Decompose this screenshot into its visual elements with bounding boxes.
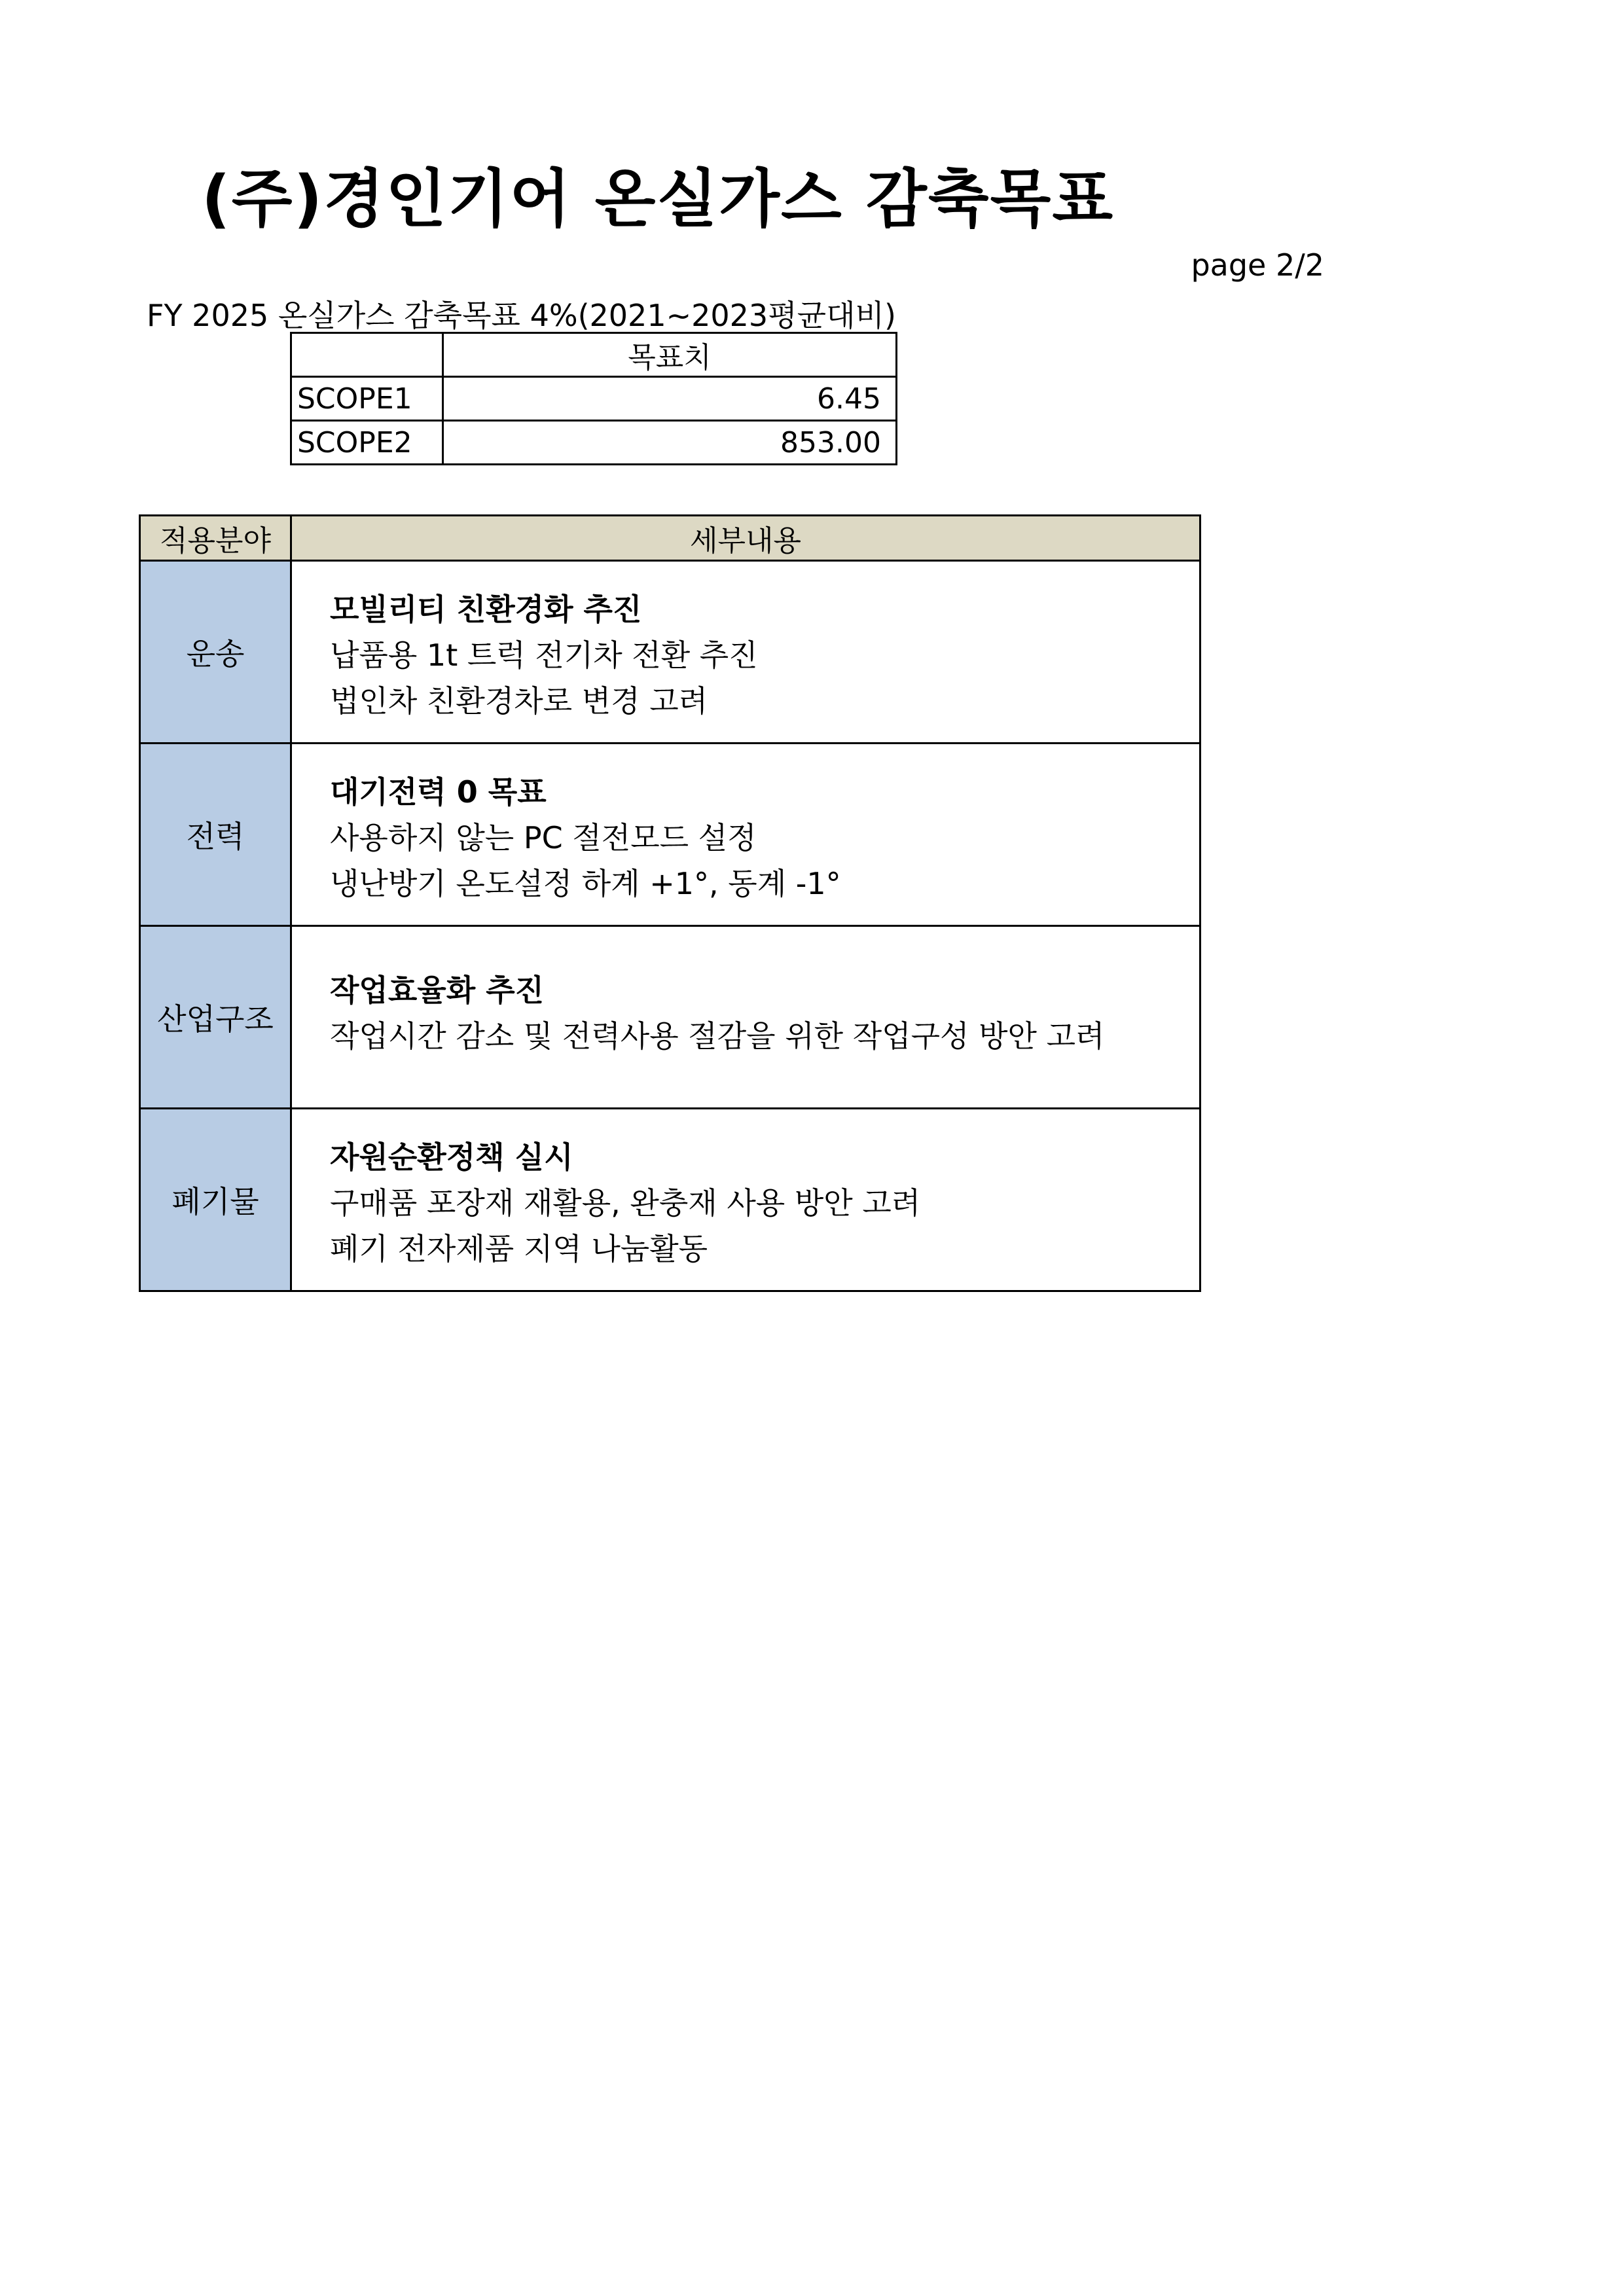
plan-row-transport [140, 561, 1200, 744]
scope-label: SCOPE1 [291, 377, 443, 421]
reduction-target-caption: FY 2025 온실가스 감축목표 4%(2021~2023평균대비) [147, 298, 896, 333]
target-table-header-row [291, 333, 897, 377]
detail-line: 작업시간 감소 및 전력사용 절감을 위한 작업구성 방안 고려 [330, 1018, 1105, 1054]
scope-target-value: 853.00 [443, 421, 897, 465]
area-cell: 산업구조 [140, 926, 291, 1109]
reduction-plan-table [139, 514, 1201, 1292]
detail-heading: 모빌리티 친환경화 추진 [330, 592, 642, 627]
plan-row-industry [140, 926, 1200, 1109]
scope-target-value: 6.45 [443, 377, 897, 421]
area-cell: 전력 [140, 744, 291, 926]
area-cell: 폐기물 [140, 1109, 291, 1291]
detail-cell [291, 926, 1200, 1109]
document-title: (주)경인기어 온실가스 감축목표 [201, 162, 1115, 236]
target-value-header: 목표치 [443, 333, 897, 377]
detail-line: 냉난방기 온도설정 하계 +1°, 동계 -1° [330, 866, 841, 901]
plan-row-waste [140, 1109, 1200, 1291]
detail-column-header: 세부내용 [291, 516, 1200, 561]
detail-cell [291, 744, 1200, 926]
detail-heading: 작업효율화 추진 [330, 973, 545, 1008]
plan-table-header-row [140, 516, 1200, 561]
detail-cell [291, 561, 1200, 744]
detail-heading: 대기전력 0 목표 [330, 774, 547, 810]
reduction-target-table [290, 332, 897, 465]
detail-line: 구매품 포장재 재활용, 완충재 사용 방안 고려 [330, 1185, 921, 1221]
detail-line: 법인차 친환경차로 변경 고려 [330, 683, 708, 719]
detail-line: 사용하지 않는 PC 절전모드 설정 [330, 820, 757, 855]
plan-row-power [140, 744, 1200, 926]
detail-line: 폐기 전자제품 지역 나눔활동 [330, 1231, 708, 1266]
detail-cell [291, 1109, 1200, 1291]
scope-label: SCOPE2 [291, 421, 443, 465]
detail-line: 납품용 1t 트럭 전기차 전환 추진 [330, 637, 758, 673]
page-number: page 2/2 [1191, 247, 1324, 283]
detail-heading: 자원순환정책 실시 [330, 1139, 573, 1175]
target-table-blank-header [291, 333, 443, 377]
target-table-row [291, 377, 897, 421]
target-table-row [291, 421, 897, 465]
area-cell: 운송 [140, 561, 291, 744]
area-column-header: 적용분야 [140, 516, 291, 561]
